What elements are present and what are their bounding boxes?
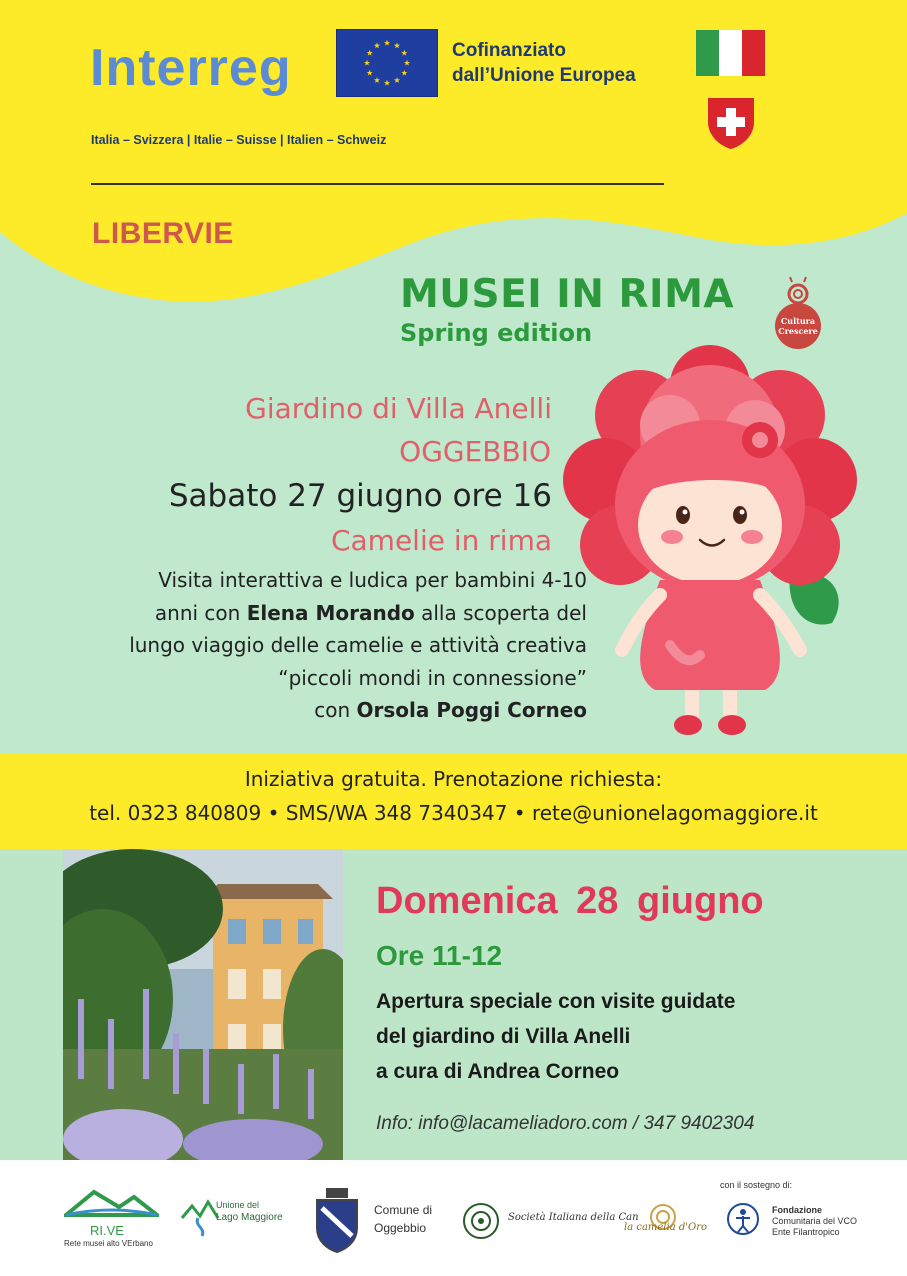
societa-camelia-text: Società Italiana della Can [508,1212,639,1223]
event-edition: Spring edition [400,319,593,347]
venue-name: Giardino di Villa Anelli [245,392,552,425]
fondazione-vco-icon [726,1202,760,1236]
eu-star-icon [384,80,390,86]
project-name: LIBERVIE [92,217,234,250]
comune-oggebbio-text: Comune di Oggebbio [374,1203,433,1235]
booking-contacts[interactable]: tel. 0323 840809 • SMS/WA 348 7340347 • rete@unionelagomaggiore.it [89,801,818,825]
eu-star-icon [394,77,400,83]
eu-star-icon [401,50,407,56]
booking-notice: Iniziativa gratuita. Prenotazione richiesta: [244,767,663,791]
event-date: Sabato 27 giugno ore 16 [168,478,552,514]
fondazione-text: Fondazione Comunitaria del VCO Ente Filantropico [772,1205,858,1237]
activity-title: Camelie in rima [330,524,552,557]
event-title: MUSEI IN RIMA [400,272,735,317]
event-description: Visita interattiva e ludica per bambini 4-10 anni con Elena Morando alla scoperta del lungo viaggio delle camelie e attività creativa “piccoli mondi in connessione” con Orsola Poggi Corneo [129,568,587,722]
switzerland-flag-icon [706,96,756,150]
oggebbio-coat-of-arms-icon [312,1186,362,1256]
support-label: con il sostegno di: [720,1180,793,1190]
eu-star-icon [367,70,373,76]
sunday-hours: Ore 11-12 [376,940,503,971]
venue-town: OGGEBBIO [399,435,551,468]
svg-text:Crescere: Crescere [778,326,818,336]
camellia-flower-icon [460,1200,502,1242]
sunday-date: Domenica 28 giugno [376,880,764,922]
villa-anelli-photo [63,849,343,1160]
interreg-subtitle: Italia – Svizzera | Italie – Suisse | Italien – Schweiz [91,133,387,147]
sponsor-footer [0,1160,907,1276]
eu-star-icon [374,42,380,48]
camelia-doro-text: la camelia d'Oro [624,1222,707,1233]
eu-star-icon [384,40,390,46]
rive-logo: RI.VE Rete musei alto VErbano [64,1187,159,1247]
eu-star-icon [394,42,400,48]
eu-flag-icon [336,29,438,97]
eu-star-icon [401,70,407,76]
cofinanced-text: Cofinanziato dall’Unione Europea [452,40,636,86]
sunday-info-contact[interactable]: Info: info@lacameliadoro.com / 347 9402304 [376,1113,755,1134]
svg-text:Cultura: Cultura [780,316,816,326]
eu-star-icon [374,77,380,83]
camellia-girl-illustration [560,345,860,745]
eu-star-icon [404,60,410,66]
eu-star-icon [364,60,370,66]
cultura-logo [772,276,824,350]
sunday-description: Apertura speciale con visite guidate del giardino di Villa Anelli a cura di Andrea Corneo [376,990,736,1083]
header-divider [91,183,664,185]
interreg-logo: Interreg [90,39,292,97]
italy-flag-icon [696,30,765,76]
eu-star-icon [367,50,373,56]
unione-lago-maggiore-logo: Unione del Lago Maggiore [180,1198,290,1248]
